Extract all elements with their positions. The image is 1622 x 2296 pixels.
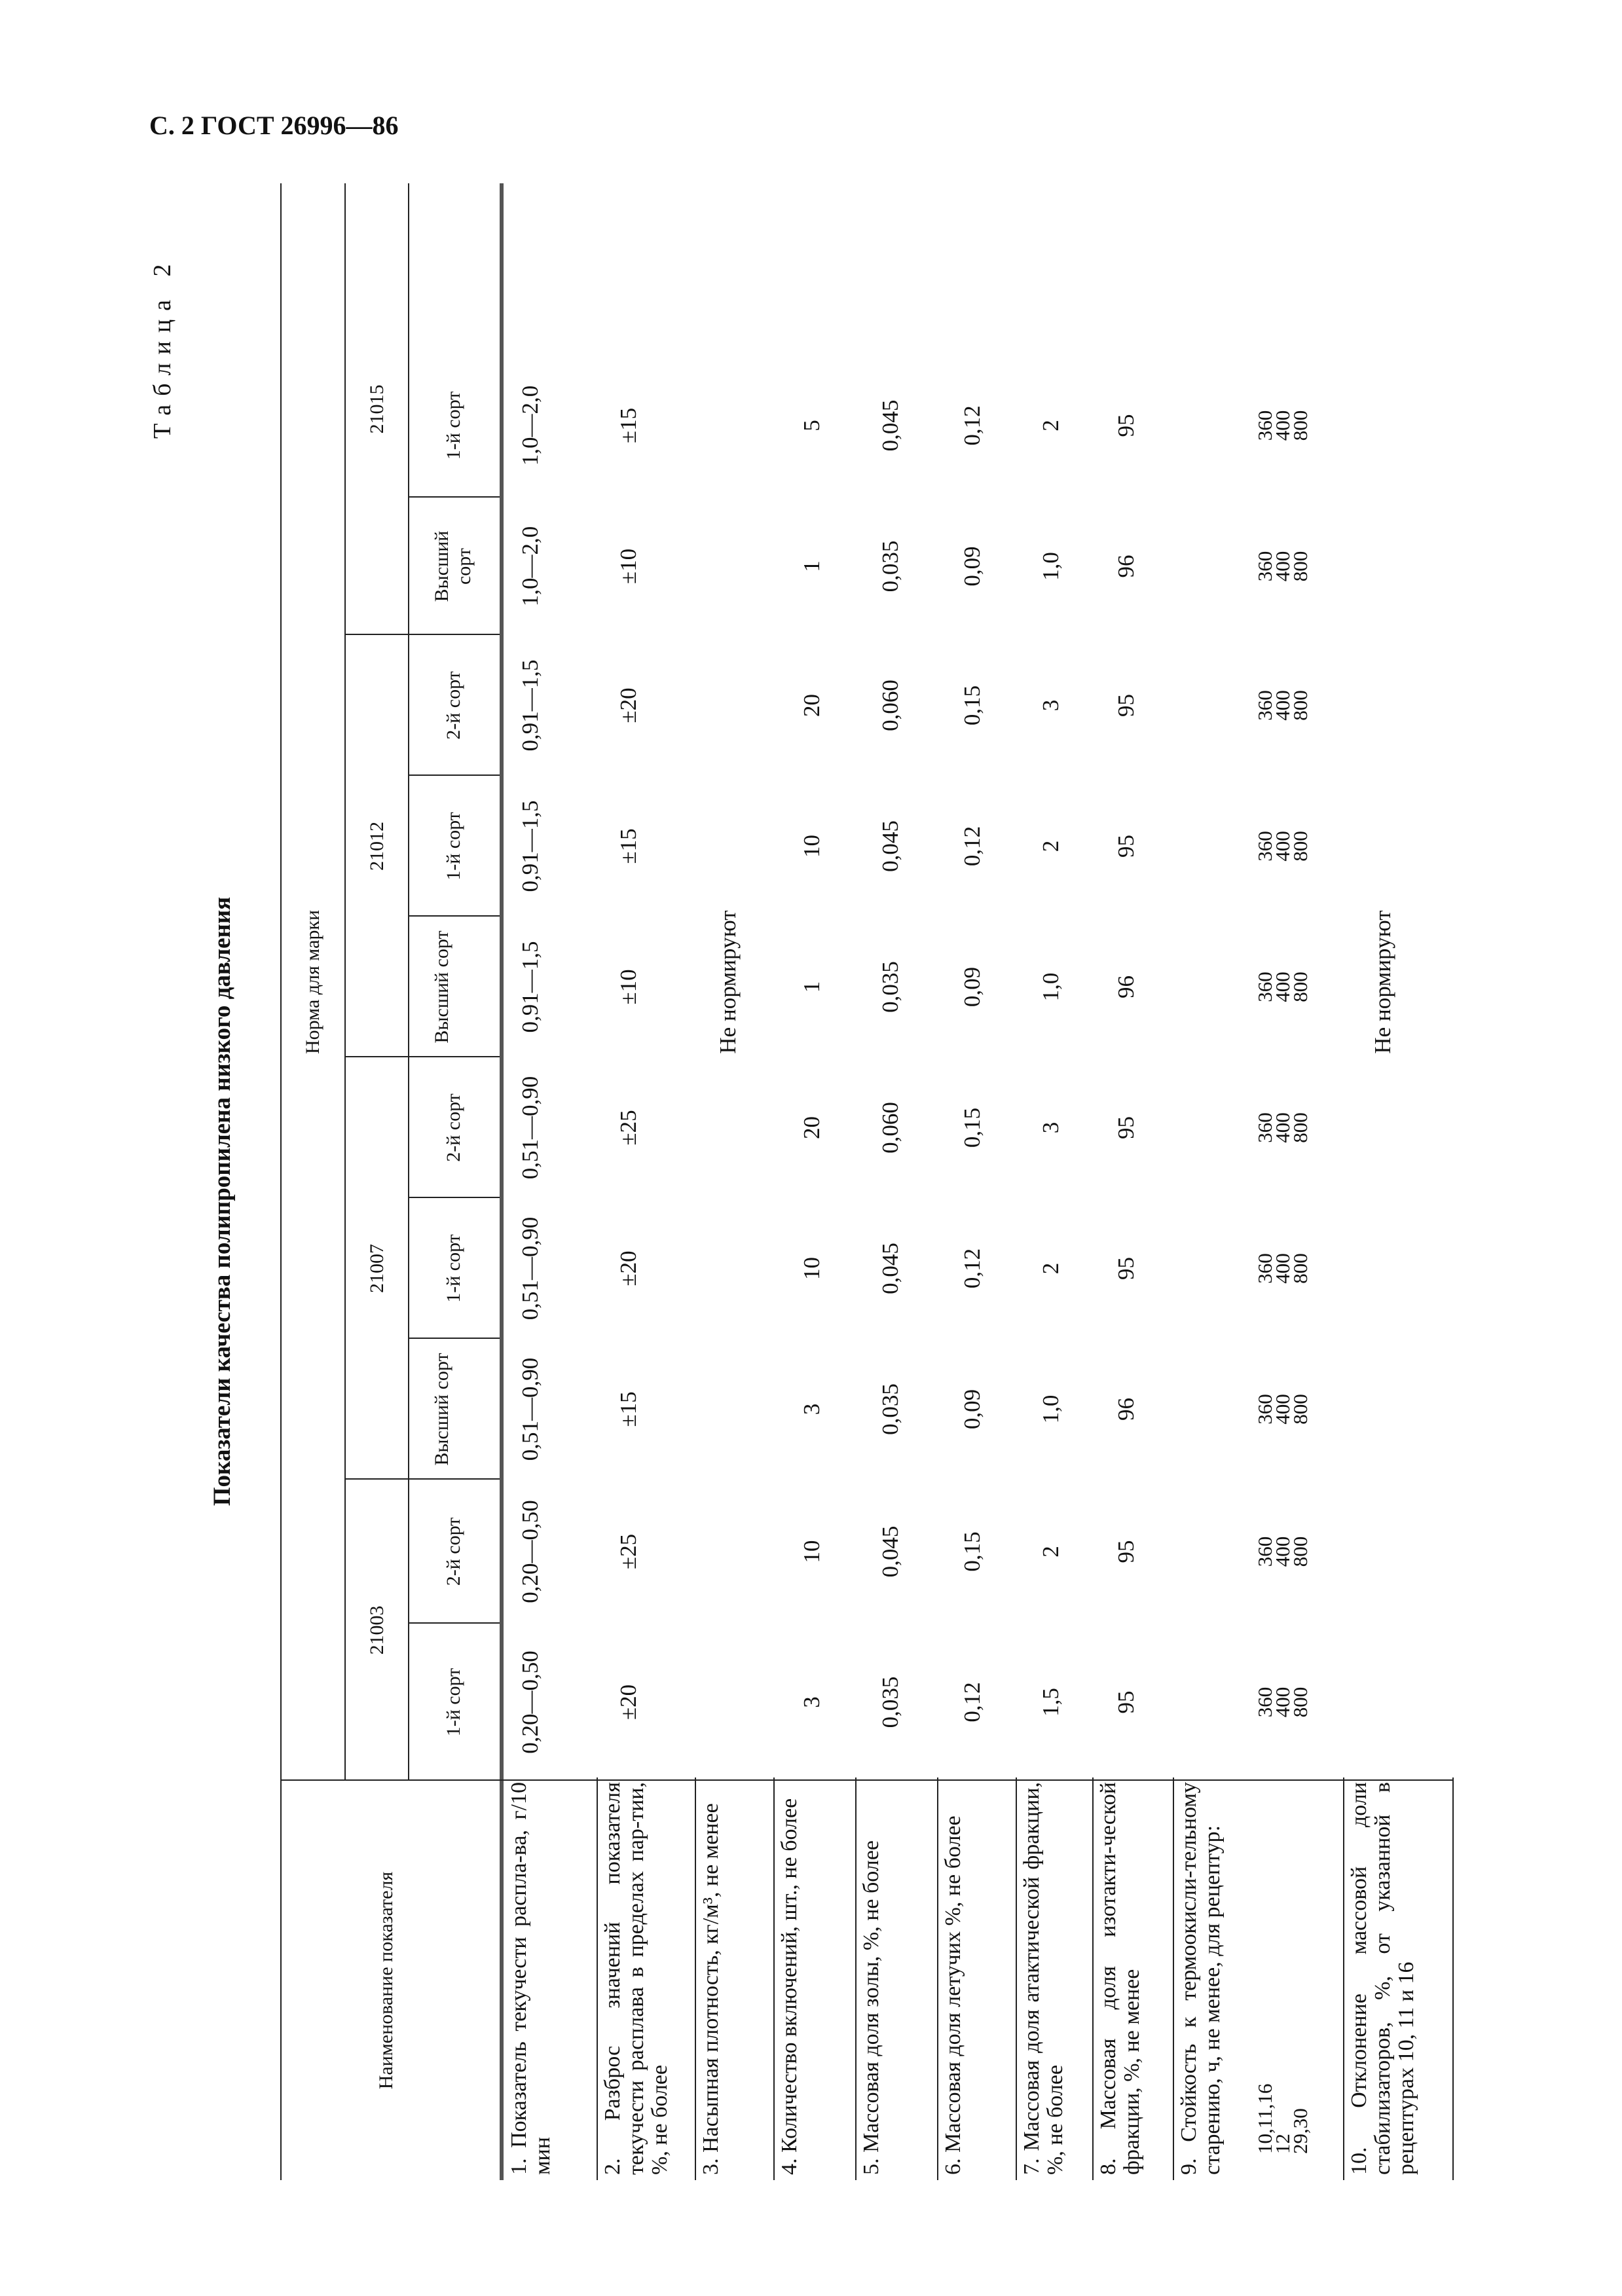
grade-header: 1-й сорт [443, 812, 464, 881]
table-cell: ±10 [616, 969, 641, 1005]
table-cell: 0,12 [959, 405, 985, 446]
table-cell: 0,035 [877, 1383, 903, 1435]
table-cell: 0,91—1,5 [517, 941, 543, 1033]
mark-header: 21003 [366, 1605, 388, 1655]
table-cell: 1 [799, 560, 824, 572]
header-bottom-rule [500, 183, 504, 2180]
table-cell: 0,12 [959, 826, 985, 867]
table-cell: ±25 [616, 1533, 641, 1570]
table-cell: 0,12 [959, 1682, 985, 1722]
table-cell: 0,060 [877, 680, 903, 731]
table-title: Показатели качества полипропилена низкого давления [209, 896, 236, 1506]
table-cell: 1,0 [1038, 1394, 1063, 1424]
row-rule [1343, 1777, 1344, 2180]
table-cell: 3 [799, 1696, 824, 1708]
grade-header: 1-й сорт [443, 1234, 464, 1303]
row-rule [855, 1777, 857, 2180]
table-cell: 0,91—1,5 [517, 659, 543, 752]
table-cell: 95 [1113, 694, 1139, 717]
row-name: 10. Отклонение массовой доли стабилизаторов, %, от указанной в рецептурах 10, 11 и 16 [1347, 1782, 1418, 2175]
table-cell: 10 [799, 1257, 824, 1280]
table-cell: ±15 [616, 407, 641, 444]
row-rule [937, 1777, 938, 2180]
table-cell: 360 400 800 [1253, 1253, 1312, 1284]
table-cell: 0,20—0,50 [517, 1650, 543, 1754]
table-cell: 2 [1038, 840, 1063, 852]
table-cell: 1,0—2,0 [517, 526, 543, 607]
table-cell: ±20 [616, 1684, 641, 1721]
table-cell: 1,5 [1038, 1688, 1063, 1717]
table-cell: 0,20—0,50 [517, 1500, 543, 1603]
norm-header: Норма для марки [302, 909, 323, 1055]
table-cell: 96 [1113, 1398, 1139, 1421]
table-cell: ±15 [616, 828, 641, 864]
table-cell: 2 [1038, 420, 1063, 431]
row-rule [1016, 1777, 1017, 2180]
table-cell: 360 400 800 [1253, 1686, 1312, 1718]
row-name: 4. Количество включений, шт., не более [777, 1798, 802, 2175]
table-cell: 5 [799, 420, 824, 431]
table-cell: 2 [1038, 1546, 1063, 1558]
mark-header: 21015 [366, 384, 388, 434]
table-cell: 0,15 [959, 1107, 985, 1148]
table-cell: 0,045 [877, 1525, 903, 1578]
table-cell: 95 [1113, 1257, 1139, 1280]
table-cell: 0,15 [959, 685, 985, 726]
table-cell: 96 [1113, 975, 1139, 998]
table-cell: 0,12 [959, 1248, 985, 1289]
table-cell: 360 400 800 [1253, 1536, 1312, 1567]
table-cell: 10 [799, 835, 824, 858]
table-cell: 0,51—0,90 [517, 1216, 543, 1321]
grade-header: Высший сорт [431, 530, 475, 602]
table-cell: ±15 [616, 1391, 641, 1427]
mark-header: 21012 [366, 822, 388, 871]
table-cell: 3 [1038, 1121, 1063, 1134]
row-name: 7. Массовая доля атактической фракции, %, не более [1020, 1782, 1067, 2175]
row-name: 2. Разброс значений показателя текучести расплава в пределах пар-тии, %, не более [600, 1782, 672, 2175]
merged-cell: Не нормируют [1370, 910, 1395, 1054]
recipe-label: 10,11,16 [1253, 2083, 1276, 2154]
recipe-label: 29,30 [1289, 2108, 1312, 2154]
table-cell: 1,0 [1038, 552, 1063, 581]
table-cell: 95 [1113, 1690, 1139, 1714]
row-name: 1. Показатель текучести распла-ва, г/10 мин [507, 1782, 555, 2175]
table-cell: 0,035 [877, 540, 903, 592]
table-cell: 360 400 800 [1253, 1394, 1312, 1425]
table-cell: 0,045 [877, 1243, 903, 1294]
table-cell: 3 [799, 1403, 824, 1415]
row-name: 5. Массовая доля золы, %, не более [859, 1840, 883, 2175]
table-cell: ±20 [616, 687, 641, 723]
grade-header: 2-й сорт [443, 671, 464, 740]
recipe-label: 12 [1271, 2134, 1294, 2154]
row-rule [1173, 1777, 1174, 2180]
row-name: 3. Насыпная плотность, кг/м³, не менее [699, 1803, 723, 2175]
table-cell: 360 400 800 [1253, 690, 1312, 721]
row-rule [1092, 1777, 1094, 2180]
table-cell: 96 [1113, 555, 1139, 578]
row-rule [597, 1777, 598, 2180]
table-cell: 0,15 [959, 1531, 985, 1572]
table-cell: 3 [1038, 699, 1063, 712]
norm-rule [344, 183, 346, 1781]
table-cell: 0,045 [877, 820, 903, 872]
rotated-table-area [143, 170, 1583, 2180]
table-cell: 0,09 [959, 546, 985, 587]
table-bottom-rule [1452, 1777, 1454, 2180]
row-name: 9. Стойкость к термоокисли-тельному старению, ч, не менее, для рецептур: [1177, 1782, 1225, 2175]
table-cell: 0,09 [959, 966, 985, 1008]
table-cell: 360 400 800 [1253, 410, 1312, 441]
table-top-rule [280, 183, 282, 2180]
grade-header: Высший сорт [431, 930, 452, 1044]
row-rule [773, 1777, 775, 2180]
indicator-header: Наименование показателя [375, 1871, 397, 2090]
table-cell: 20 [799, 694, 824, 717]
table-cell: 0,060 [877, 1102, 903, 1154]
table-cell: 95 [1113, 1540, 1139, 1563]
table-cell: 2 [1038, 1262, 1063, 1275]
table-label: Таблица 2 [149, 255, 176, 439]
table-cell: 95 [1113, 414, 1139, 437]
table-cell: 1,0—2,0 [517, 385, 543, 466]
mark-header: 21007 [366, 1244, 388, 1293]
table-cell: 0,51—0,90 [517, 1357, 543, 1461]
row-rule [695, 1777, 696, 2180]
table-cell: 0,045 [877, 399, 903, 452]
grade-header: 1-й сорт [443, 1667, 464, 1737]
table-cell: 1,0 [1038, 972, 1063, 1002]
grade-header: Высший сорт [431, 1353, 452, 1466]
table-cell: 360 400 800 [1253, 972, 1312, 1002]
table-cell: 0,91—1,5 [517, 800, 543, 892]
table-cell: 0,035 [877, 961, 903, 1013]
table-cell: 360 400 800 [1253, 551, 1312, 582]
table-cell: 95 [1113, 1116, 1139, 1139]
marks-rule [408, 183, 409, 1781]
grade-header: 1-й сорт [443, 391, 464, 460]
merged-cell: Не нормируют [715, 910, 741, 1054]
grade-header: 2-й сорт [443, 1517, 464, 1586]
table-cell: 10 [799, 1540, 824, 1563]
table-cell: ±20 [616, 1250, 641, 1286]
table-cell: 0,51—0,90 [517, 1076, 543, 1180]
table-cell: ±25 [616, 1110, 641, 1146]
table-cell: 20 [799, 1116, 824, 1139]
row-name: 6. Массовая доля летучих %, не более [941, 1815, 965, 2175]
table-cell: 0,09 [959, 1389, 985, 1430]
row-name: 8. Массовая доля изотакти-ческой фракции, %, не менее [1096, 1782, 1144, 2175]
table-cell: ±10 [616, 548, 641, 585]
table-cell: 360 400 800 [1253, 1112, 1312, 1143]
table-cell: 95 [1113, 835, 1139, 858]
table-cell: 0,035 [877, 1676, 903, 1728]
table-cell: 1 [799, 981, 824, 993]
page-header: С. 2 ГОСТ 26996—86 [149, 111, 399, 140]
grade-header: 2-й сорт [443, 1093, 464, 1162]
table-cell: 360 400 800 [1253, 831, 1312, 862]
